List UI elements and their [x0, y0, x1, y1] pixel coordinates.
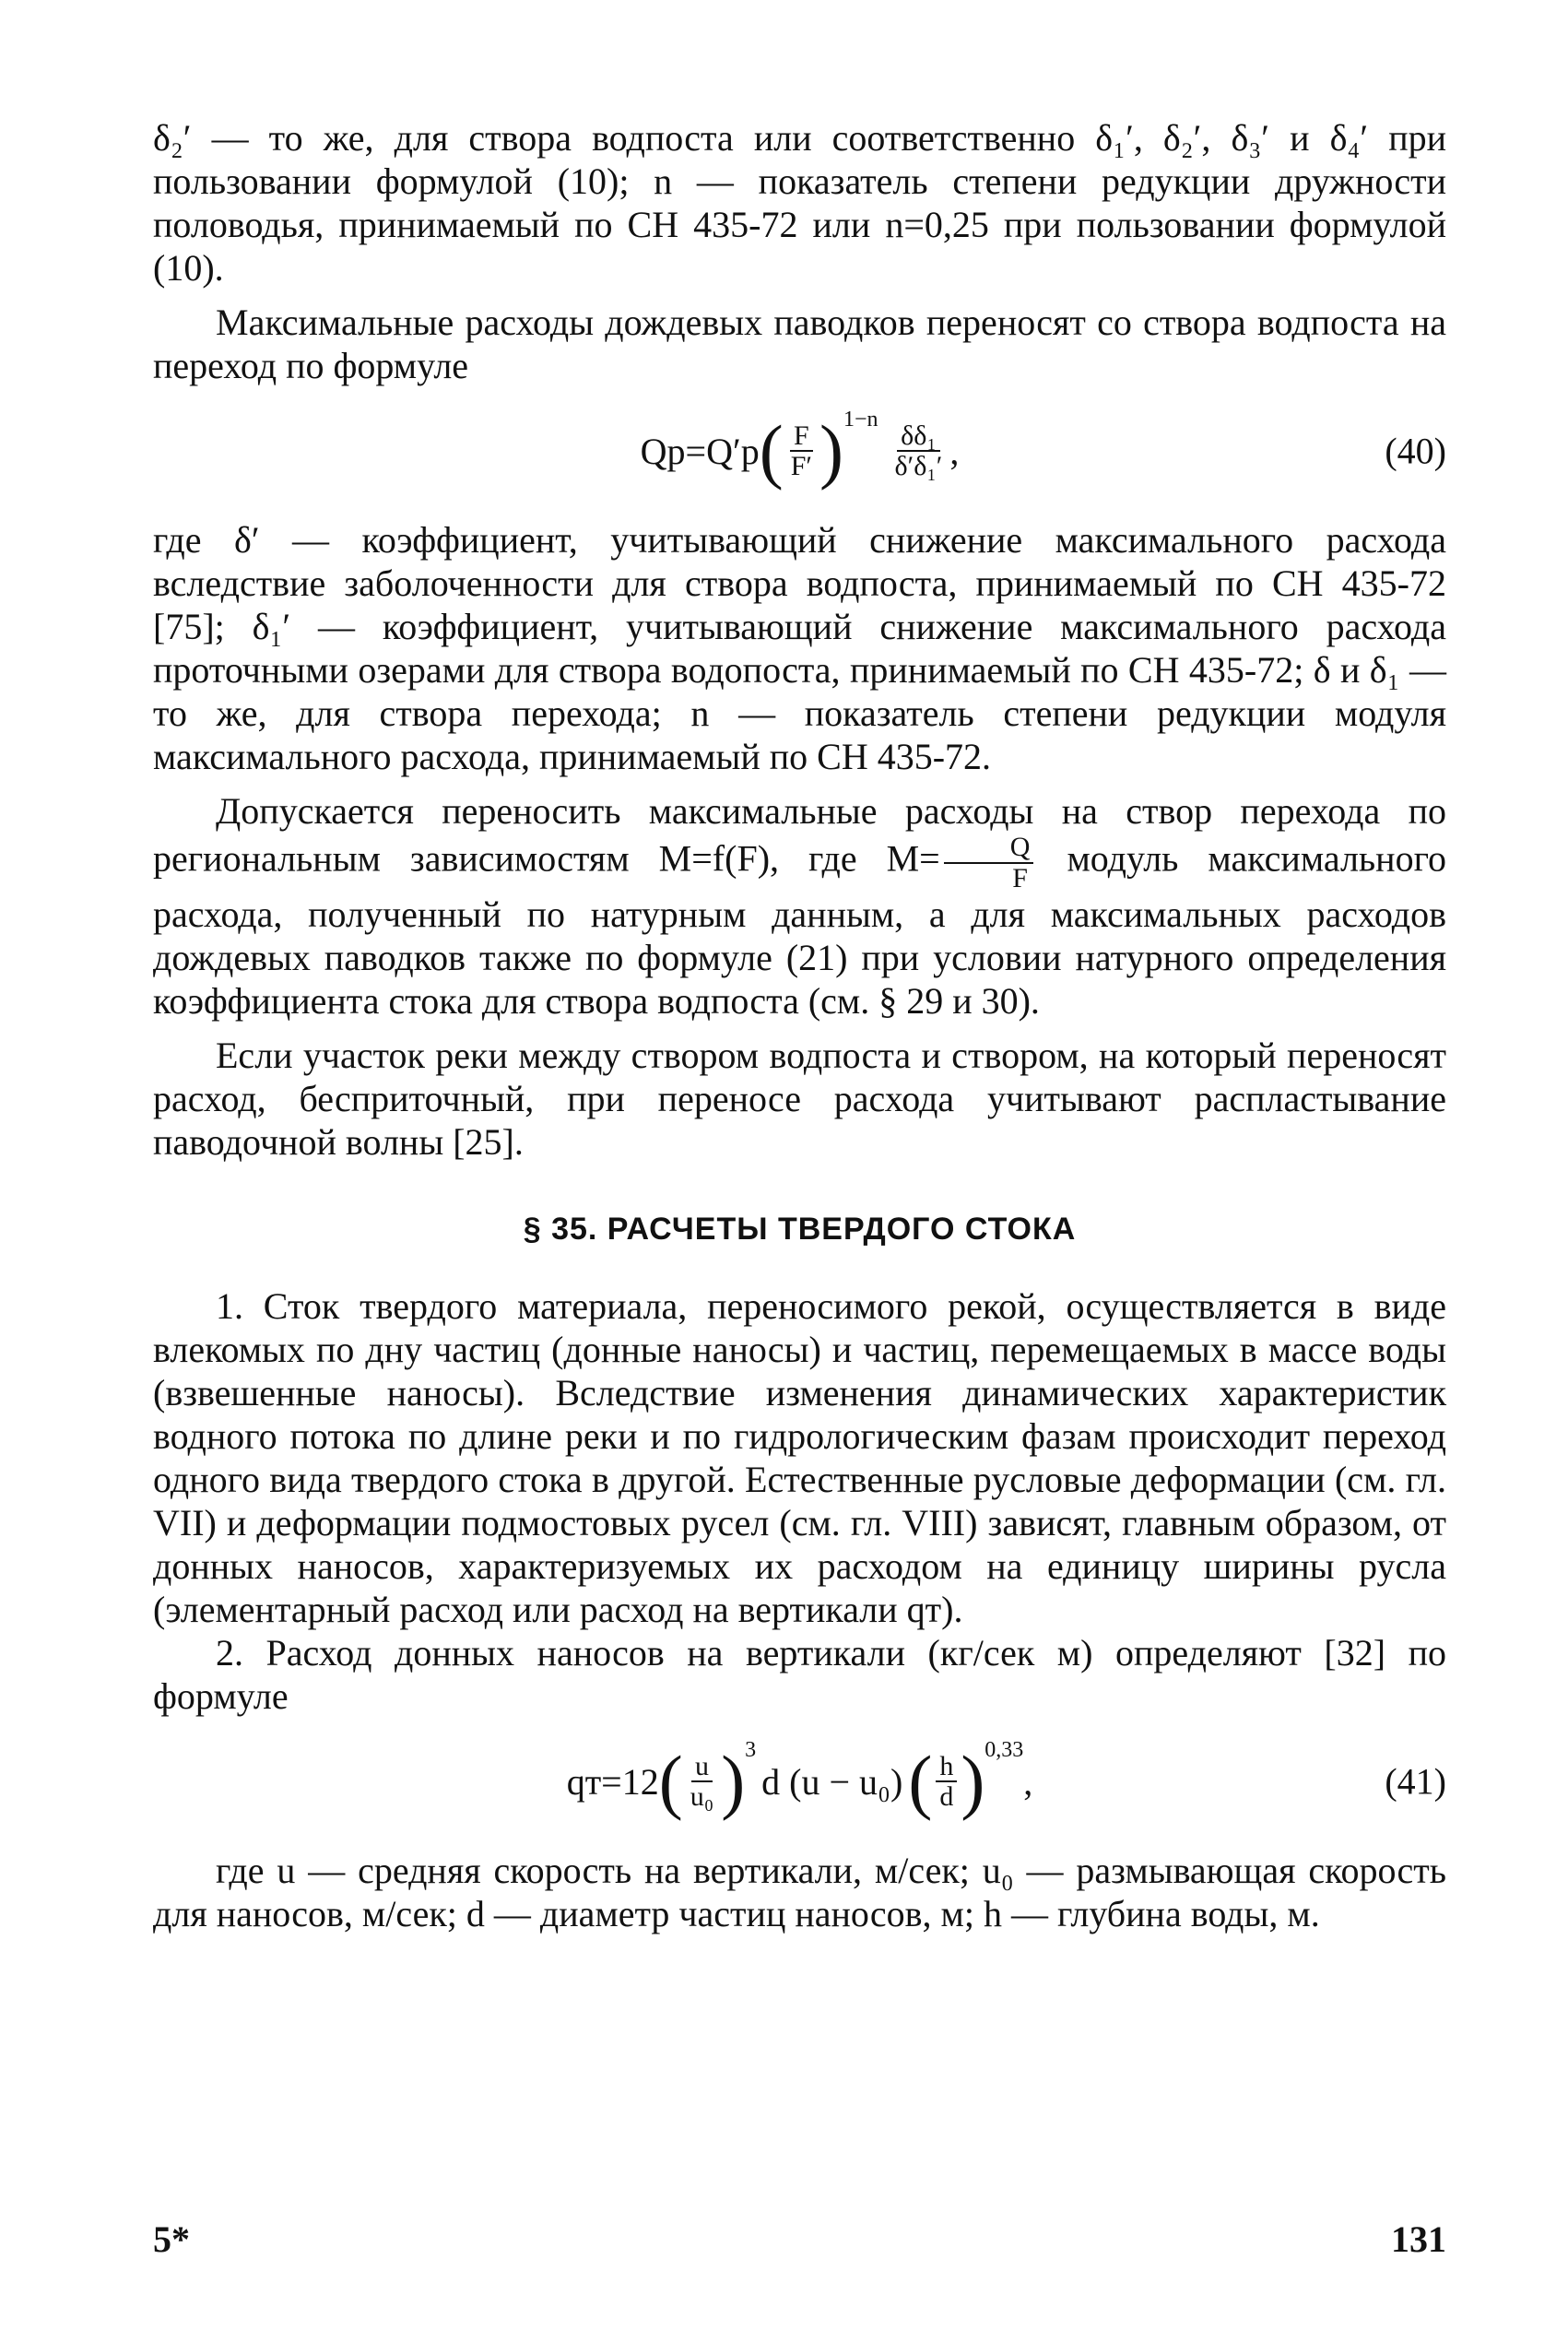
paragraph-7: 2. Расход донных наносов на вертикали (кг/сек м) определяют [32] по формуле	[153, 1632, 1446, 1717]
formula-40-expression	[153, 396, 1446, 505]
page-number: 131	[1391, 2218, 1446, 2260]
formula-41-paren2-close: )	[961, 1741, 985, 1821]
paragraph-1: δ₂′ — то же, для створа водпоста или соответственно δ₁′, δ₂′, δ₃′ и δ₄′ при пользовании формулой (10); n — показатель степени редукции дружности половодья, принимаемый по СН 435-72 или n=0,25 при пользовании формулой (10).	[153, 117, 1446, 289]
paragraph-8: где u — средняя скорость на вертикали, м/сек; u₀ — размывающая скорость для наносов, м/сек; d — диаметр частиц наносов, м; h — глубина воды, м.	[153, 1850, 1446, 1934]
formula-41-exponent-2: 0,33	[984, 1738, 1024, 1762]
formula-41-paren2-open: (	[908, 1741, 933, 1821]
formula-40-ratio-fraction	[891, 421, 947, 481]
paragraph-4	[153, 789, 1446, 1023]
page-footer	[153, 2218, 1446, 2261]
formula-41-middle: d (u − u₀)	[761, 1760, 903, 1803]
formula-40-paren-close: )	[819, 410, 843, 491]
formula-41-paren1-close: )	[721, 1741, 746, 1821]
formula-41-paren1-open: (	[658, 1741, 683, 1821]
formula-40-area-top: F	[790, 421, 813, 453]
formula-41-depth-bottom: d	[939, 1781, 954, 1812]
formula-40-comma: ,	[949, 430, 960, 472]
paragraph-2: Максимальные расходы дождевых паводков переносят со створа водпоста на переход по формуле	[153, 302, 1446, 386]
paragraph-3: где δ′ — коэффициент, учитывающий снижение максимального расхода вследствие заболоченности для створа водпоста, принимаемый по СН 435-72 [75]; δ₁′ — коэффициент, учитывающий снижение максимального расхода проточными озерами для створа водопоста, принимаемый по СН 435-72; δ и δ₁ — то же, для створа перехода; n — показатель степени редукции модуля максимального расхода, принимаемый по СН 435-72.	[153, 519, 1446, 777]
formula-40-area-bottom: F′	[790, 451, 812, 481]
modulus-fraction	[944, 833, 1034, 893]
formula-41-comma: ,	[1023, 1760, 1033, 1803]
formula-41-number: (41)	[1385, 1760, 1446, 1803]
formula-41-velocity-bottom: u₀	[690, 1781, 714, 1812]
section-heading: § 35. РАСЧЕТЫ ТВЕРДОГО СТОКА	[523, 1212, 1077, 1247]
paragraph-6: 1. Сток твердого материала, переносимого рекой, осуществляется в виде влекомых по дну частиц (донные наносы) и частиц, перемещаемых в массе воды (взвешенные наносы). Вследствие изменения динамических характеристик водного потока по длине реки и по гидрологическим фазам происходит переход одного вида твердого стока в другой. Естественные русловые деформации (см. гл. VII) и деформации подмостовых русел (см. гл. VIII) зависят, главным образом, от донных наносов, характеризуемых их расходом на единицу ширины русла (элементарный расход или расход на вертикали qт).	[153, 1285, 1446, 1630]
formula-40	[153, 396, 1446, 505]
formula-40-ratio-bottom: δ′δ₁′	[894, 451, 943, 481]
signature-mark: 5*	[153, 2218, 190, 2260]
formula-41-velocity-fraction	[687, 1752, 717, 1812]
formula-41-depth-top: h	[936, 1752, 957, 1783]
formula-41-expression	[153, 1727, 1446, 1836]
formula-40-paren-open: (	[759, 410, 784, 491]
modulus-fraction-top: Q	[944, 833, 1034, 864]
modulus-fraction-bottom: F	[1012, 862, 1028, 893]
formula-40-number: (40)	[1385, 430, 1446, 472]
paragraph-5: Если участок реки между створом водпоста и створом, на который переносят расход, бесприточный, при переносе расхода учитывают распластывание паводочной волны [25].	[153, 1035, 1446, 1163]
paragraph-4-end: модуль максимального расхода, полученный по натурным данным, а для максимальных расходов дождевых паводков также по формуле (21) при условии натурного определения коэффициента стока для створа водпоста (см. § 29 и 30).	[153, 837, 1446, 1022]
formula-40-ratio-top: δδ₁	[897, 421, 940, 453]
formula-41-velocity-top: u	[691, 1752, 713, 1783]
formula-41-lhs: qт=12	[566, 1760, 659, 1803]
formula-41-exponent-1: 3	[745, 1738, 757, 1762]
formula-40-exponent: 1−n	[843, 408, 878, 432]
formula-40-lhs: Qр=Q′р	[640, 430, 760, 472]
paragraph-4-start: Допускается переносить максимальные расходы на створ перехода по региональным зависимостям M=f(F), где M=	[153, 790, 1446, 880]
formula-41-depth-fraction	[936, 1752, 957, 1812]
formula-40-area-fraction	[787, 421, 816, 481]
formula-41	[153, 1727, 1446, 1836]
